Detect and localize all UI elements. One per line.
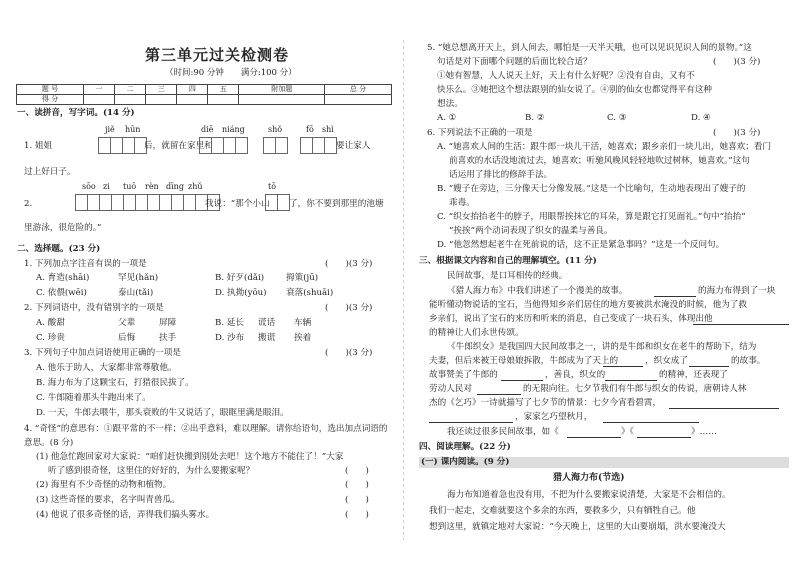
score-input-cell[interactable] [83,95,114,105]
option: 扶手 [159,333,177,343]
blank-line[interactable] [477,384,521,395]
answer-bracket[interactable]: ( )(3 分) [713,128,761,138]
score-input-cell[interactable] [146,95,177,105]
char-grid[interactable] [263,137,287,154]
passage-line: ，家家乞巧望秋月， [515,412,593,422]
option: 泰山(tǎi) [118,288,154,298]
option: 拇策(jū) [286,273,319,283]
option: B. 好歹(dǎi) [215,273,265,283]
sub-question: (1) 他急忙跑回家对大家说：“咱们赶快搬到别处去吧！这个地方不能住了！”大家 [36,452,344,462]
option: 话运用了排比的修辞手法。 [449,170,553,180]
option: 后悔 [118,333,136,343]
table-cell: 附加题 [239,85,325,95]
table-cell: 一 [83,85,114,95]
pinyin: jiě [105,125,115,134]
score-input-cell[interactable] [208,95,239,105]
table-cell: 二 [115,85,146,95]
option: 乖毒。 [449,198,475,208]
question-text: 1. 下列加点字注音有误的一项是 [24,259,147,269]
answer-bracket[interactable]: ( ) [345,510,369,520]
passage-line: 想法。 [437,99,463,109]
passage-line: 快乐么。③她把这个想法跟别的仙女说了。④别的仙女也都觉得平有这种 [437,85,713,95]
question-text: 6. 下列说法不正确的一项是 [427,128,533,138]
section-3-heading: 三、根据课文内容和自己的理解填空。(11 分) [419,256,597,266]
blank-line[interactable] [501,370,543,381]
section-2-heading: 二、选择题。(23 分) [17,244,101,254]
blank-line[interactable] [654,286,696,297]
option: 父辈 [118,318,136,328]
sub-question: (4) 他说了很多奇怪的话，弄得我们搞头雾水。 [36,510,215,520]
score-input-cell[interactable] [324,95,391,105]
passage-line: ①她有智慧，人人说天上好，天上有什么好呢？②没有自由，又有不 [437,71,695,81]
option: C. 依偎(wēi) [36,288,87,298]
question-text: 里游泳，很危险的。” [24,223,102,233]
passage-line: 的无限向往。七夕节我们有牛郎与织女的传说，唐朝诗人林 [523,384,747,394]
answer-bracket[interactable]: ( )(3 分) [325,303,373,313]
option: D. 一天，牛郎去喂牛，那头衰败的牛又说话了，眼眶里满是眼泪。 [36,408,289,418]
option: C. “织女抬抬老牛的脖子，用眼帮挨抹它的耳朵，算是跟它打见面礼。”句中“抬抬” [437,212,746,222]
question-text: 1. 姐姐 [24,141,53,151]
passage-line: 乡亲们，说出了宝石的来历和听来的消息，自己变成了一块石头，体现出他 [429,314,713,324]
blank-line[interactable] [429,412,513,423]
option: B. “嫂子在旁边，三分像天七分像发展。”这是一个比喻句，生动地表现出了嫂子的 [437,184,746,194]
option: 车辆 [294,318,312,328]
passage-title: 猎人海力布(节选) [553,473,625,483]
passage-line: 》《 [621,427,634,437]
option: B. 海力布为了这颗宝石，打猎很民拔了。 [36,378,194,388]
passage-line: 能听懂动物说话的宝石，当他得知乡亲们居住的地方要被洪水淹没的时候，他为了救 [429,300,747,310]
passage-line: 》…… [691,427,717,437]
passage-line: 夫妻，但后来被王母娘娘拆散，牛郎成为了天上的 [429,356,619,366]
score-input-cell[interactable] [177,95,208,105]
answer-bracket[interactable]: ( ) [345,480,369,490]
passage-line: 杰的《乞巧》一诗就描写了七夕节的情景：七夕今宵看碧霄， [429,398,662,408]
option: 搬谎 [258,333,276,343]
option: 罕见(hǎn) [118,273,159,283]
question-text: 2. 下列词语中，没有错别字的一项是 [24,303,164,313]
option: 前喜欢的水话没地流过去，她喜欢；听驰风晚风轻轻地吹过树林，她喜欢。”这句 [449,156,750,166]
blank-line[interactable] [603,356,643,367]
question-text: 2. [24,199,33,209]
blank-line[interactable] [637,427,691,438]
pinyin: tuō [123,182,137,191]
passage-line: 的故事。 [731,356,766,366]
option: A. 酸甜 [36,318,65,328]
passage-line: 的海力布得到了一块 [698,286,776,296]
blank-line[interactable] [603,412,699,423]
question-text: 我说：“那个小山 [205,199,270,209]
passage-line: 劳动人民对 [429,384,472,394]
char-grid[interactable] [75,194,219,211]
pinyin: shǒ [268,125,283,134]
char-grid[interactable] [300,137,336,154]
question-text: 3. 下列句子中加点词语使用正确的一项是 [24,348,182,358]
passage-line: 我们一起走，交难就要这个多余的东西，要救多少，只有牺牲自己。他 [429,506,696,516]
pinyin: hūn [125,125,141,134]
pinyin: dīng [166,182,184,191]
blank-line[interactable] [689,356,729,367]
passage-line: ，善良，织女的 [545,370,606,380]
score-table-row [17,85,392,95]
option: A. 育造(shāi) [36,273,90,283]
question-text: 句话是对下面哪个问题的后面比较合适？ [437,57,592,67]
pinyin: niáng [222,125,245,134]
table-cell: 总 分 [324,85,391,95]
passage-line: 《牛郎织女》是我国四大民间故事之一，讲的是牛郎和织女在老牛的帮助下，结为 [447,342,757,352]
blank-line[interactable] [693,314,789,325]
option: C. 珍贵 [36,333,65,343]
passage-line: ，织女成了 [645,356,688,366]
char-grid[interactable] [98,137,146,154]
option: D. “他忽然想起老牛在死前说的话，这不正是紧急事吗？”这是一个反问句。 [437,240,725,250]
score-table [16,84,392,105]
option: 谎话 [258,318,276,328]
passage-line: 民间故事，是口耳相传的经典。 [447,271,568,281]
passage-line: 海力布知道着急也没有用，不把为什么要搬家说清楚，大家是不会相信的。 [447,490,731,500]
question-text: 5. “她总想离开天上，到人间去，哪怕是一天半天哦，也可以见识见识人间的景物。”这 [427,43,752,53]
column-divider [400,0,407,561]
blank-line[interactable] [669,398,779,409]
section-4-heading: 四、阅读理解。(22 分) [419,442,511,452]
page-title: 第三单元过关检测卷 [145,46,290,64]
answer-bracket[interactable]: ( )(3 分) [325,348,373,358]
table-cell: 得 分 [17,95,84,105]
question-text: 过上好日子。 [24,167,76,177]
option: 屏障 [159,318,177,328]
question-text: 要让家人 [336,141,371,151]
section-1-heading: 一、读拼音，写字词。(14 分) [17,108,135,118]
option: B. ② [525,113,545,123]
passage-line: 我还读过很多民间故事，如《 [447,427,559,437]
option: D. ④ [691,113,711,123]
question-text: 后，就留在家里和 [144,141,213,151]
passage-line: 的精神，还表现了 [659,370,728,380]
answer-bracket[interactable]: ( ) [345,495,369,505]
sub-question: (2) 海里有不少奇怪的动物和植物。 [36,480,172,490]
table-cell: 四 [177,85,208,95]
pinyin: tō [268,182,277,191]
answer-bracket[interactable]: ( ) [345,466,369,476]
option: C. 牛郎随着那头牛跑出来了。 [36,393,151,403]
option: “挨挨”两个动词表现了织女的温柔与善良。 [449,226,613,236]
table-cell: 三 [146,85,177,95]
blank-line[interactable] [605,370,657,381]
score-table-row [17,95,392,105]
table-cell: 题 号 [17,85,84,95]
char-grid[interactable] [199,137,247,154]
pinyin: zi [103,182,110,191]
option: 衰落(shuāi) [286,288,334,298]
passage-line: 想到这里，就镇定地对大家说：“今天晚上，这里的大山要崩塌，洪水要淹没大 [429,522,726,532]
option: A. ① [437,113,457,123]
option: D. 执拗(yōu) [215,288,267,298]
option: A. 他乐于助人，大家都非常尊敬他。 [36,363,177,373]
pinyin: zhǔ [188,182,203,191]
score-input-cell[interactable] [239,95,325,105]
pinyin: rèn [145,182,159,191]
answer-bracket[interactable]: ( )(3 分) [713,57,761,67]
option: D. 沙布 [215,333,245,343]
table-cell: 五 [208,85,239,95]
question-text: 了，你不要到那里的池塘 [289,199,384,209]
answer-bracket[interactable]: ( )(3 分) [325,259,373,269]
pinyin: sōo [82,182,96,191]
passage-line: 故事赞美了牛郎的 [429,370,498,380]
option: 挨着 [294,333,312,343]
passage-line: 《猎人海力布》中我们讲述了一个漫美的故事。 [447,286,628,296]
sub-question: (3) 这些奇怪的要求，名字叫青兽瓜。 [36,495,180,505]
option: C. ③ [607,113,627,123]
question-text: 4. “奇怪”的意思有：①跟平常的不一样；②出乎意料，难以理解。请你给语句，选出加点词语的意思。(8 分) [24,424,388,448]
option: B. 延长 [215,318,244,328]
blank-line[interactable] [567,427,621,438]
option: A. “她喜欢人间的生活：跟牛郎一块儿干活，她喜欢；跟乡亲们一块儿出，她喜欢；看门 [437,142,772,152]
pinyin: fō [306,125,314,134]
passage-line: 的精神让人们永世传颂。 [429,328,524,338]
pinyin: shì [322,125,334,134]
sub-question: 听了感到很奇怪，这里住的好好的，为什么要搬家呢？ [48,466,255,476]
subsection-heading: (一) 课内阅读。(9 分) [421,457,510,467]
char-grid[interactable] [265,194,289,211]
exam-time-score: （时间:90 分钟 满分:100 分） [165,68,297,78]
pinyin: diē [201,125,214,134]
score-input-cell[interactable] [115,95,146,105]
